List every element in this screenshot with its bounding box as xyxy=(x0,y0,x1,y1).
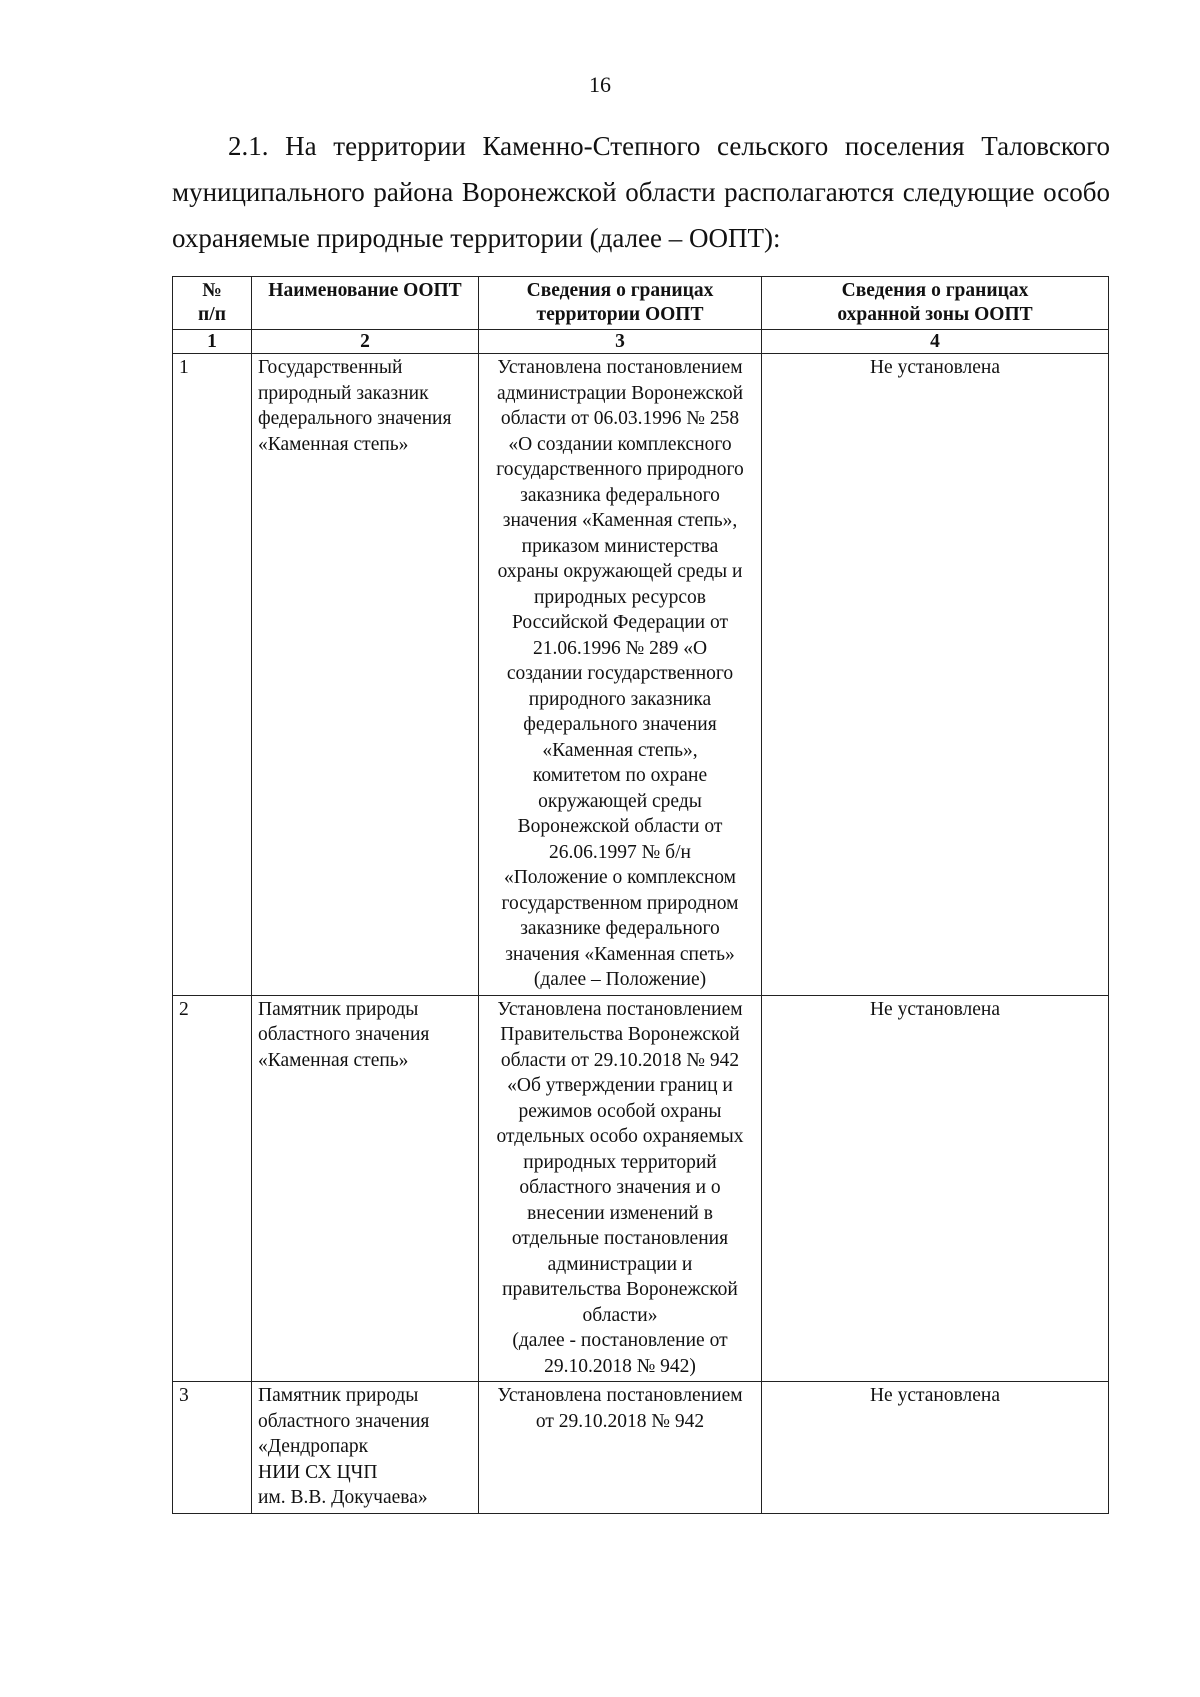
protection-zone: Не установлена xyxy=(762,354,1109,996)
row-number: 3 xyxy=(173,1382,252,1514)
oopt-name: Государственный природный заказник федерального значения «Каменная степь» xyxy=(252,354,479,996)
table-row xyxy=(173,354,1109,996)
table-row xyxy=(173,1382,1109,1514)
territory-boundaries: Установлена постановлением Правительства Воронежской области от 29.10.2018 № 942 «Об утверждении границ и режимов особой охраны отдельных особо охраняемых природных территорий областного значения и о внесении изменений в отдельные постановления администрации и правительства Воронежской области» (далее - постановление от 29.10.2018 № 942) xyxy=(479,995,762,1382)
intro-paragraph: 2.1. На территории Каменно-Степного сельского поселения Таловского муниципального района Воронежской области располагаются следующие особо охраняемые природные территории (далее – ООПТ): xyxy=(172,131,1110,253)
column-number-4: 4 xyxy=(762,330,1109,354)
protection-zone: Не установлена xyxy=(762,1382,1109,1514)
table-header-row xyxy=(173,277,1109,330)
column-number-1: 1 xyxy=(173,330,252,354)
header-name: Наименование ООПТ xyxy=(252,277,479,330)
header-territory-boundaries: Сведения о границах территории ООПТ xyxy=(479,277,762,330)
territory-boundaries: Установлена постановлением от 29.10.2018 № 942 xyxy=(479,1382,762,1514)
protection-zone: Не установлена xyxy=(762,995,1109,1382)
column-number-3: 3 xyxy=(479,330,762,354)
column-numbers-row xyxy=(173,330,1109,354)
row-number: 1 xyxy=(173,354,252,996)
table-row xyxy=(173,995,1109,1382)
header-number: № п/п xyxy=(173,277,252,330)
column-number-2: 2 xyxy=(252,330,479,354)
row-number: 2 xyxy=(173,995,252,1382)
oopt-table xyxy=(172,276,1109,1514)
territory-boundaries: Установлена постановлением администрации Воронежской области от 06.03.1996 № 258 «О создании комплексного государственного природного заказника федерального значения «Каменная степь», приказом министерства охраны окружающей среды и природных ресурсов Российской Федерации от 21.06.1996 № 289 «О создании государственного природного заказника федерального значения «Каменная степь», комитетом по охране окружающей среды Воронежской области от 26.06.1997 № б/н «Положение о комплексном государственном природном заказнике федерального значения «Каменная спеть» (далее – Положение) xyxy=(479,354,762,996)
header-protection-zone-boundaries: Сведения о границах охранной зоны ООПТ xyxy=(762,277,1109,330)
oopt-name: Памятник природы областного значения «Дендропарк НИИ СХ ЦЧП им. В.В. Докучаева» xyxy=(252,1382,479,1514)
oopt-name: Памятник природы областного значения «Каменная степь» xyxy=(252,995,479,1382)
page-number: 16 xyxy=(589,72,611,97)
